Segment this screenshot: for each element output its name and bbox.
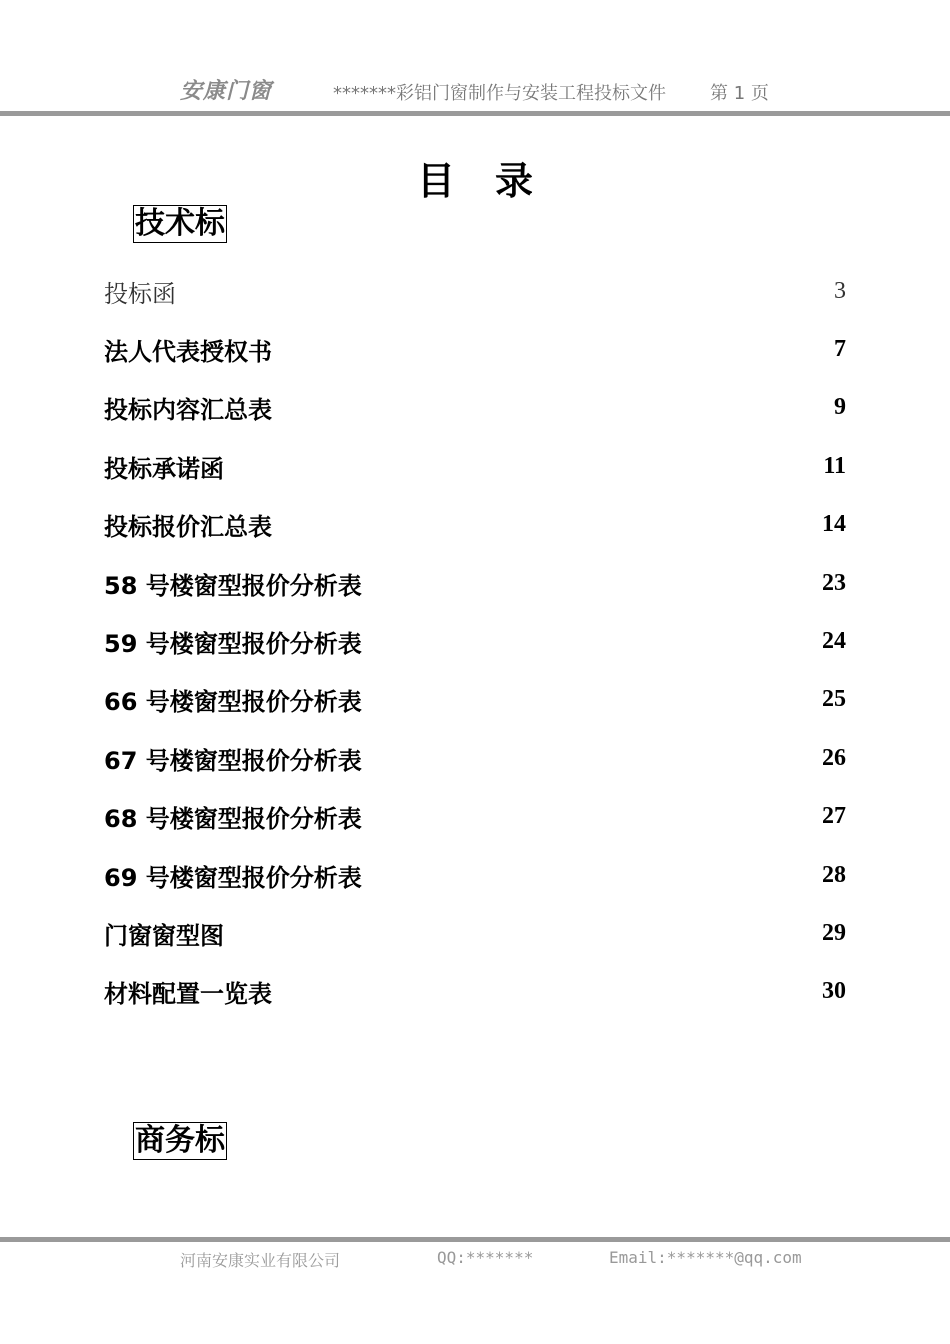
toc-item[interactable] — [104, 671, 846, 729]
toc-item[interactable] — [104, 846, 846, 904]
toc-item-page: 30 — [822, 978, 846, 1005]
toc-item[interactable] — [104, 788, 846, 846]
toc-item-label: 投标承诺函 — [104, 454, 224, 483]
footer-email: Email:*******@qq.com — [609, 1248, 802, 1267]
header-title: *******彩铝门窗制作与安装工程投标文件 — [333, 83, 666, 104]
page-header — [0, 70, 950, 110]
toc-item-label: 69 号楼窗型报价分析表 — [104, 863, 362, 892]
toc-item-page: 29 — [822, 919, 846, 946]
page-footer — [0, 1248, 950, 1272]
toc-item-label: 投标函 — [104, 279, 176, 308]
footer-qq: QQ:******* — [437, 1248, 534, 1267]
footer-divider — [0, 1237, 950, 1242]
toc-item[interactable] — [104, 262, 846, 320]
toc-item-page: 7 — [834, 336, 846, 363]
toc-item-label: 68 号楼窗型报价分析表 — [104, 805, 362, 834]
toc-item[interactable] — [104, 496, 846, 554]
toc-item-page: 25 — [822, 686, 846, 713]
toc-item-label: 材料配置一览表 — [104, 980, 272, 1009]
toc-item[interactable] — [104, 729, 846, 787]
toc-item-page: 24 — [822, 628, 846, 655]
toc-item-page: 26 — [822, 744, 846, 771]
toc-item-page: 23 — [822, 569, 846, 596]
toc-item-page: 27 — [822, 803, 846, 830]
toc-item-page: 11 — [823, 452, 846, 479]
footer-company: 河南安康实业有限公司 — [180, 1251, 341, 1270]
table-of-contents — [104, 262, 846, 1021]
toc-item-label: 门窗窗型图 — [104, 921, 224, 950]
toc-item[interactable] — [104, 554, 846, 612]
document-title: 目录 — [416, 158, 573, 203]
toc-item-page: 14 — [822, 511, 846, 538]
toc-item-page: 9 — [834, 394, 846, 421]
toc-item[interactable] — [104, 963, 846, 1021]
toc-item-label: 58 号楼窗型报价分析表 — [104, 571, 362, 600]
toc-item[interactable] — [104, 437, 846, 495]
toc-item-label: 投标报价汇总表 — [104, 513, 272, 542]
toc-item-page: 28 — [822, 861, 846, 888]
section-heading-business: 商务标 — [135, 1123, 225, 1158]
toc-item[interactable] — [104, 612, 846, 670]
toc-item[interactable] — [104, 379, 846, 437]
header-divider — [0, 111, 950, 116]
header-logo: 安康门窗 — [180, 78, 273, 104]
toc-item-label: 法人代表授权书 — [104, 338, 272, 367]
toc-item[interactable] — [104, 904, 846, 962]
section-heading-technical: 技术标 — [135, 206, 225, 241]
toc-item-label: 67 号楼窗型报价分析表 — [104, 746, 362, 775]
toc-item-label: 投标内容汇总表 — [104, 396, 272, 425]
toc-item-label: 66 号楼窗型报价分析表 — [104, 688, 362, 717]
toc-item-label: 59 号楼窗型报价分析表 — [104, 630, 362, 659]
toc-item[interactable] — [104, 320, 846, 378]
toc-item-page: 3 — [834, 277, 846, 304]
header-page-number: 第 1 页 — [710, 83, 769, 104]
